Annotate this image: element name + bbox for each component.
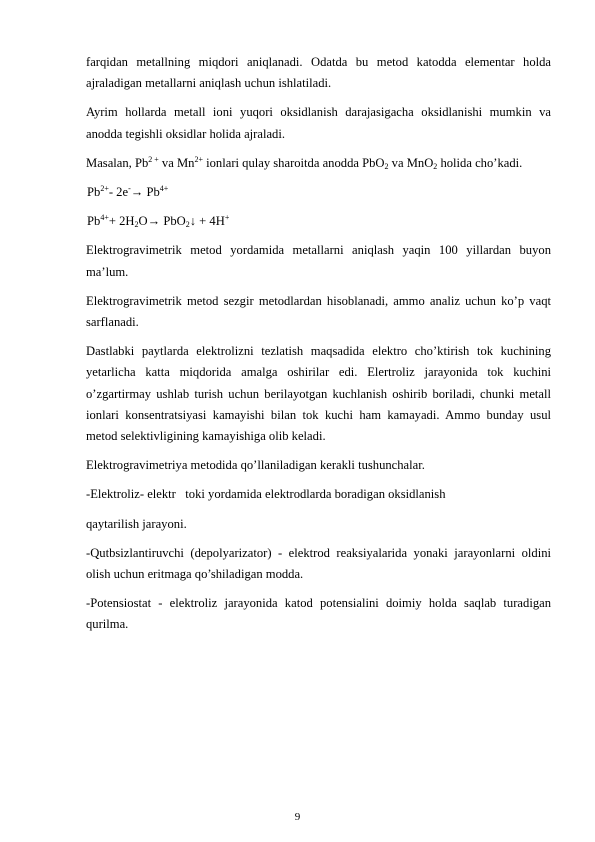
equation-1 bbox=[86, 182, 551, 203]
text-segment: - 2e bbox=[108, 185, 129, 200]
text-segment: va MnO bbox=[388, 155, 434, 170]
superscript: 4+ bbox=[100, 213, 109, 223]
paragraph-current: Dastlabki paytlarda elektrolizni tezlatish maqsadida elektro cho’ktirish tok kuchining yetarlicha katta miqdorida amalga oshirilar edi. Elertroliz jarayonida tok kuchini o’zgartirmay ushlab turish uchun berilayotgan kuchlanish oshirib boriladi, chunki metall ionlari konsentratsiyasi kamayishi bilan tok kuchi ham kamayadi. Ammo bunday usul metod selektivligining kamayishiga olib keladi. bbox=[86, 344, 551, 444]
page-number: 9 bbox=[294, 811, 301, 823]
text-segment: Masalan, Pb bbox=[86, 155, 149, 170]
paragraph-electrolysis-def: -Elektroliz- elektr toki yordamida elektrodlarda boradigan oksidlanish bbox=[86, 487, 446, 502]
paragraph-history: Elektrogravimetrik metod yordamida metallarni aniqlash yaqin 100 yillardan buyon ma’lum. bbox=[86, 243, 551, 279]
page-body bbox=[86, 52, 551, 644]
subscript: 2 bbox=[185, 220, 190, 230]
subscript: 2 bbox=[134, 220, 139, 230]
paragraph-concepts-heading: Elektrogravimetriya metodida qo’llaniladigan kerakli tushunchalar. bbox=[86, 458, 425, 473]
superscript: + bbox=[224, 213, 230, 223]
text-segment: ionlari qulay sharoitda anodda PbO bbox=[202, 155, 385, 170]
text-segment: Pb bbox=[87, 185, 101, 200]
superscript: 2+ bbox=[194, 154, 203, 164]
equation-2 bbox=[86, 211, 551, 232]
text-segment: O→ PbO bbox=[138, 214, 186, 229]
paragraph-example bbox=[86, 153, 551, 174]
subscript: 2 bbox=[433, 161, 438, 171]
text-segment: ↓ + 4H bbox=[189, 214, 225, 229]
text-segment: + 2H bbox=[108, 214, 135, 229]
text-segment: Pb bbox=[87, 214, 101, 229]
superscript: 2 + bbox=[148, 154, 159, 164]
paragraph-intro: farqidan metallning miqdori aniqlanadi. Odatda bu metod katodda elementar holda ajraladigan metallarni aniqlash uchun ishlatiladi. bbox=[86, 55, 551, 91]
paragraph-potentiostat-def: -Potensiostat - elektroliz jarayonida katod potensialini doimiy holda saqlab turadigan qurilma. bbox=[86, 596, 551, 632]
paragraph-depolarizer-def: -Qutbsizlantiruvchi (depolyarizator) - elektrod reaksiyalarida yonaki jarayonlarni oldini olish uchun eritmaga qo’shiladigan modda. bbox=[86, 545, 551, 582]
superscript: - bbox=[128, 184, 131, 194]
text-segment: holida cho’kadi. bbox=[437, 155, 523, 170]
paragraph-electrolysis-def-cont: qaytarilish jarayoni. bbox=[86, 516, 187, 531]
paragraph-oxidation: Ayrim hollarda metall ioni yuqori oksidlanish darajasigacha oksidlanishi mumkin va anodda tegishli oksidlar holida ajraladi. bbox=[86, 105, 551, 141]
text-segment: → Pb bbox=[130, 185, 160, 200]
paragraph-sensitivity: Elektrogravimetrik metod sezgir metodlardan hisoblanadi, ammo analiz uchun ko’p vaqt sarflanadi. bbox=[86, 293, 551, 330]
subscript: 2 bbox=[384, 161, 389, 171]
superscript: 4+ bbox=[159, 184, 169, 194]
text-segment: va Mn bbox=[158, 155, 195, 170]
superscript: 2+ bbox=[100, 184, 109, 194]
